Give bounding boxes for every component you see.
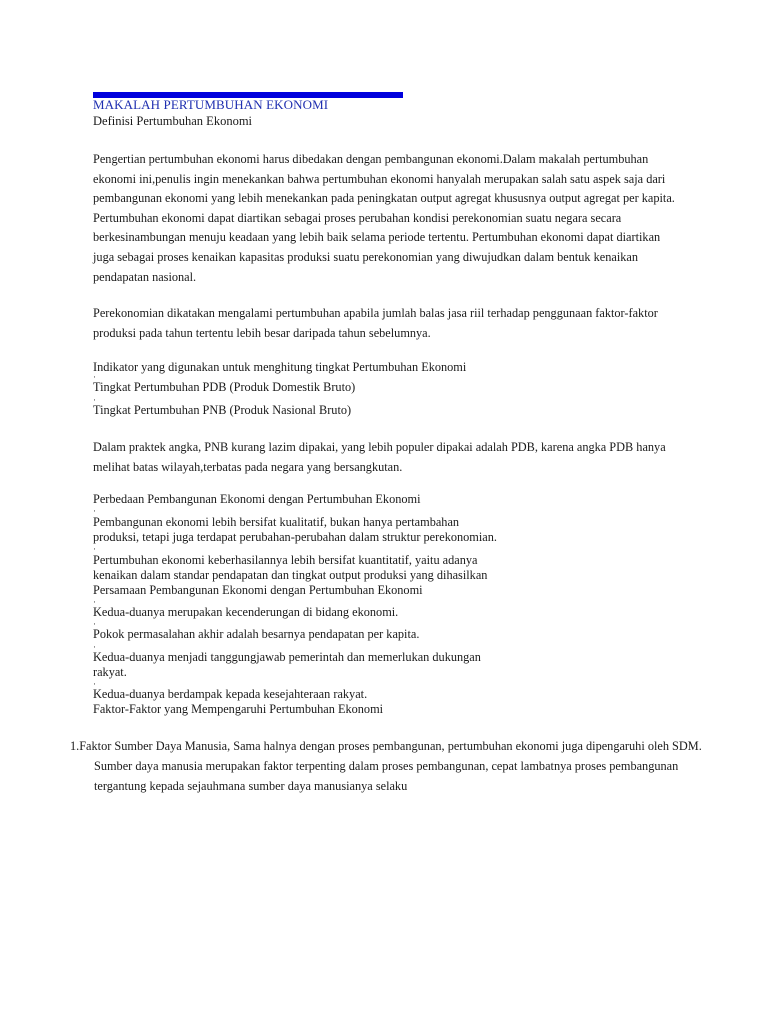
list-item: Pokok permasalahan akhir adalah besarnya pendapatan per kapita. [93,627,420,641]
list-item: Kedua-duanya merupakan kecenderungan di bidang ekonomi. [93,605,399,619]
bullet-marker: · [93,544,96,554]
paragraph-pengertian: Pengertian pertumbuhan ekonomi harus dibedakan dengan pembangunan ekonomi.Dalam makalah pertumbuhan ekonomi ini,penulis ingin menekankan bahwa pertumbuhan ekonomi hanyalah merupakan salah satu aspek saja dari pembangunan ekonomi yang lebih menekankan pada peningkatan output agregat khususnya output agregat per kapita. Pertumbuhan ekonomi dapat diartikan sebagai proses perubahan kondisi perekonomian suatu negara secara berkesinambungan menuju keadaan yang lebih baik selama periode tertentu. Pertumbuhan ekonomi dapat diartikan juga sebagai proses kenaikan kapasitas produksi suatu perekonomian yang diwujudkan dalam bentuk kenaikan pendapatan nasional. [93,152,675,284]
persamaan-heading: Persamaan Pembangunan Ekonomi dengan Pertumbuhan Ekonomi [93,583,423,597]
bullet-marker: · [93,619,96,629]
document-title: MAKALAH PERTUMBUHAN EKONOMI [93,97,329,112]
list-item: Tingkat Pertumbuhan PDB (Produk Domestik Bruto) [93,380,356,394]
section-heading-definisi: Definisi Pertumbuhan Ekonomi [93,114,253,128]
list-item: Pembangunan ekonomi lebih bersifat kualitatif, bukan hanya pertambahan [93,515,460,529]
paragraph-praktek: Dalam praktek angka, PNB kurang lazim dipakai, yang lebih populer dipakai adalah PDB, karena angka PDB hanya melihat batas wilayah,terbatas pada negara yang bersangkutan. [93,440,666,474]
list-item: Kedua-duanya berdampak kepada kesejahteraan rakyat. [93,687,368,701]
list-item: rakyat. [93,665,127,679]
faktor-heading: Faktor-Faktor yang Mempengaruhi Pertumbuhan Ekonomi [93,702,384,716]
list-item: Pertumbuhan ekonomi keberhasilannya lebih bersifat kuantitatif, yaitu adanya [93,553,478,567]
list-item: produksi, tetapi juga terdapat perubahan-perubahan dalam struktur perekonomian. [93,530,497,544]
list-item: kenaikan dalam standar pendapatan dan tingkat output produksi yang dihasilkan [93,568,488,582]
bullet-marker: · [93,642,96,652]
bullet-marker: · [93,395,96,405]
list-item: Kedua-duanya menjadi tanggungjawab pemerintah dan memerlukan dukungan [93,650,481,664]
paragraph-perekonomian: Perekonomian dikatakan mengalami pertumbuhan apabila jumlah balas jasa riil terhadap penggunaan faktor-faktor produksi pada tahun tertentu lebih besar daripada tahun sebelumnya. [93,306,658,340]
bullet-marker: · [93,506,96,516]
list-item: Tingkat Pertumbuhan PNB (Produk Nasional Bruto) [93,403,352,417]
bullet-marker: · [93,679,96,689]
bullet-marker: · [93,372,96,382]
indikator-heading: Indikator yang digunakan untuk menghitung tingkat Pertumbuhan Ekonomi [93,360,467,374]
numbered-paragraph-faktor-sdm: 1.Faktor Sumber Daya Manusia, Sama halnya dengan proses pembangunan, pertumbuhan ekonomi juga dipengaruhi oleh SDM. Sumber daya manusia merupakan faktor terpenting dalam proses pembangunan, cepat lambatnya proses pembangunan tergantung kepada sejauhmana sumber daya manusianya selaku [70,739,702,793]
perbedaan-heading: Perbedaan Pembangunan Ekonomi dengan Pertumbuhan Ekonomi [93,492,421,506]
bullet-marker: · [93,597,96,607]
